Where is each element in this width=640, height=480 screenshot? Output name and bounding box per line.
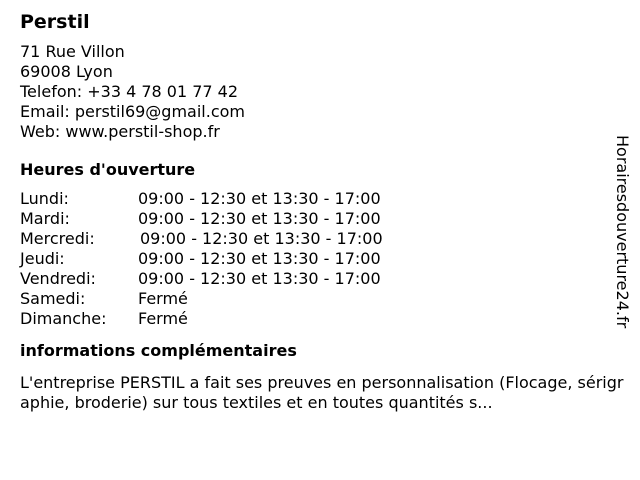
day-label: Mardi:	[20, 209, 70, 228]
opening-hours-table	[20, 189, 620, 329]
additional-info-heading: informations complémentaires	[20, 341, 297, 360]
day-label: Mercredi:	[20, 229, 95, 248]
phone-line: Telefon: +33 4 78 01 77 42	[20, 82, 239, 101]
day-label: Lundi:	[20, 189, 69, 208]
day-label: Samedi:	[20, 289, 86, 308]
hours-row-sunday	[20, 309, 620, 329]
email-line: Email: perstil69@gmail.com	[20, 102, 245, 121]
address-street: 71 Rue Villon	[20, 42, 125, 61]
hours-row-saturday	[20, 289, 620, 309]
day-label: Jeudi:	[20, 249, 65, 268]
day-hours: Fermé	[138, 289, 188, 308]
contact-block	[20, 42, 620, 142]
address-city: 69008 Lyon	[20, 62, 113, 81]
hours-row-monday	[20, 189, 620, 209]
hours-row-tuesday	[20, 209, 620, 229]
hours-row-thursday	[20, 249, 620, 269]
day-hours: 09:00 - 12:30 et 13:30 - 17:00	[140, 229, 383, 248]
business-name: Perstil	[20, 11, 90, 33]
day-hours: 09:00 - 12:30 et 13:30 - 17:00	[138, 209, 381, 228]
site-watermark: Horairesdouverture24.fr	[613, 135, 632, 329]
opening-hours-heading: Heures d'ouverture	[20, 160, 196, 179]
day-label: Vendredi:	[20, 269, 96, 288]
web-line: Web: www.perstil-shop.fr	[20, 122, 220, 141]
day-hours: 09:00 - 12:30 et 13:30 - 17:00	[138, 189, 381, 208]
day-hours: Fermé	[138, 309, 188, 328]
additional-info-text: L'entreprise PERSTIL a fait ses preuves en personnalisation (Flocage, sérigraphie, broderie) sur tous textiles et en toutes quantités s...	[20, 373, 624, 412]
day-hours: 09:00 - 12:30 et 13:30 - 17:00	[138, 249, 381, 268]
hours-row-wednesday	[20, 229, 620, 249]
day-hours: 09:00 - 12:30 et 13:30 - 17:00	[138, 269, 381, 288]
hours-row-friday	[20, 269, 620, 289]
day-label: Dimanche:	[20, 309, 107, 328]
